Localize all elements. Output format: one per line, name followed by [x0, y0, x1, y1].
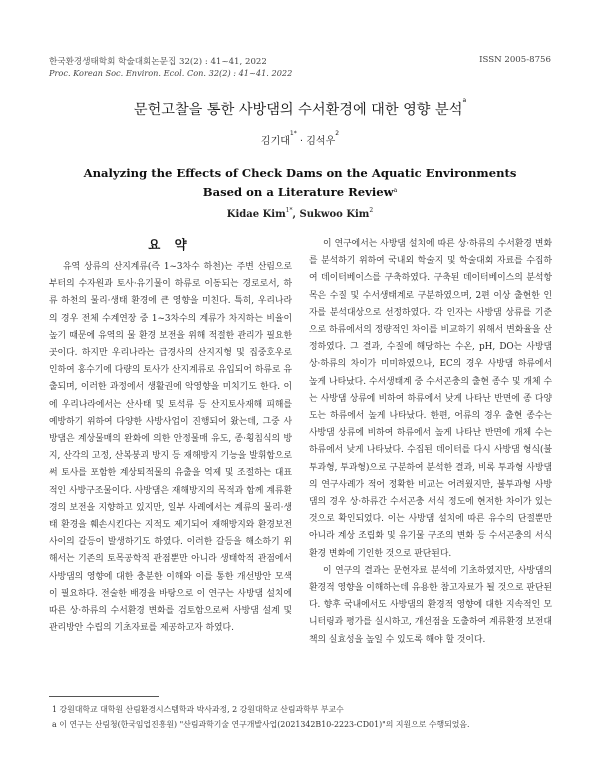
title-english-line-2-wrap: [0, 183, 600, 202]
abstract-paragraph-3: 이 연구의 결과는 문헌자료 분석에 기초하였지만, 사방댐의 환경적 영향을 이해하는데 유용한 참고자료가 될 것으로 판단된다. 향후 국내에서도 사방댐의 환경적 영향에 대한 지속적인 모니터링과 평가를 실시하고, 개선점을 도출하여 계류환경 보전대책의 실효성을 높일 수 있도록 해야 할 것이다.: [309, 565, 552, 645]
title-korean-footnote-mark: a: [462, 97, 467, 104]
journal-header-korean: 한국환경생태학회 학술대회논문집 32(2) : 41~41, 2022: [49, 57, 267, 67]
abstract-paragraph-2: 이 연구에서는 사방댐 설치에 따른 상·하류의 수서환경 변화를 분석하기 위하여 국내외 학술지 및 학술대회 자료를 수집하여 데이터베이스를 구축하였다. 구축된 데이터베이스의 분석항목은 수질 및 수서생태계로 구분하였으며, 2편 이상 출현한 인자를 분석대상으로 선정하였다. 각 인자는 사방댐 상류를 기준으로 하류에서의 정량적인 차이를 비교하기 위해서 변화율을 산정하였다. 그 결과, 수질에 해당하는 수온, pH, DO는 사방댐 상·하류의 차이가 미미하였으나, EC의 경우 사방댐 하류에서 높게 나타났다. 수서생태계 중 수서곤충의 출현 종수 및 개체 수는 사방댐 상류에 비하여 하류에서 낮게 나타난 반면에 종 다양도는 하류에서 높게 나타났다. 한편, 어류의 경우 출현 종수는 사방댐 상류에 비하여 하류에서 높게 나타난 반면에 개체 수는 하류에서 낮게 나타났다. 수집된 데이터를 다시 사방댐 형식(불투과형, 투과형)으로 구분하여 분석한 결과, 비록 투과형 사방댐의 연구사례가 적어 정확한 비교는 어려웠지만, 불투과형 사방댐의 경우 상·하류간 수서곤충 서식 정도에 현저한 차이가 있는 것으로 확인되었다. 이는 사방댐 설치에 따른 유수의 단절뿐만 아니라 계상 조립화 및 유기물 구조의 변화 등 수서곤충의 서식환경 변화에 기인한 것으로 판단된다.: [309, 239, 552, 559]
title-korean-text: 문헌고찰을 통한 사방댐의 수서환경에 대한 영향 분석: [133, 102, 463, 118]
paper-title-english: [0, 164, 600, 202]
author-2-korean: 김석우: [306, 136, 336, 147]
authors-korean: [0, 132, 600, 147]
footnote-affiliations: 1 강원대학교 대학원 산림환경시스템학과 박사과정, 2 강원대학교 산림과학부 부교수: [52, 705, 344, 714]
title-english-line-2: Based on a Literature Review: [202, 185, 394, 199]
footnote-divider: [49, 696, 159, 697]
abstract-paragraph-1: 유역 상류의 산지계류(즉 1~3차수 하천)는 주변 산림으로부터의 수자원과 토사·유기물이 하류로 이동되는 경로로서, 하류 하천의 물리·생태 환경에 큰 영향을 미친다. 특히, 우리나라의 경우 전체 수계연장 중 1~3차수의 계류가 차지하는 비율이 높기 때문에 유역의 물 환경 보전을 위해 적절한 관리가 필요한 곳이다. 하지만 우리나라는 급경사의 산지지형 및 집중호우로 인하여 홍수기에 다량의 토사가 산지계류로 유입되어 하류로 유출되며, 이러한 과정에서 생활권에 악영향을 미치기도 한다. 이에 우리나라에서는 산사태 및 토석류 등 산지토사재해 피해를 예방하기 위하여 다양한 사방사업이 진행되어 왔는데, 그중 사방댐은 계상물매의 완화에 의한 안정물매 유도, 종·횡침식의 방지, 산각의 고정, 산복붕괴 방지 등 재해방지 기능을 발휘함으로써 토사를 포함한 계상퇴적물의 유출을 억제 및 조절하는 대표적인 사방구조물이다. 사방댐은 재해방지의 목적과 함께 계류환경의 보전을 지향하고 있지만, 일부 사례에서는 계류의 물리·생태 환경을 훼손시킨다는 지적도 제기되어 재해방지와 환경보전 사이의 갈등이 발생하기도 하였다. 이러한 갈등을 해소하기 위해서는 기존의 토목공학적 관점뿐만 아니라 생태학적 관점에서 사방댐의 영향에 대한 충분한 이해와 이를 통한 개선방안 모색이 필요하다. 전술한 배경을 바탕으로 이 연구는 사방댐 설치에 따른 상·하류의 수서환경 변화를 검토함으로써 사방댐 설계 및 관리방안 수립의 기초자료를 제공하고자 하였다.: [49, 262, 292, 634]
author-2-english-mark: 2: [369, 207, 374, 214]
author-2-english: Sukwoo Kim: [299, 209, 370, 220]
title-english-line-1: Analyzing the Effects of Check Dams on the Aquatic Environments: [83, 166, 517, 180]
author-1-korean-mark: 1*: [289, 130, 297, 137]
author-separator-korean: ·: [296, 136, 307, 147]
title-english-footnote-mark: a: [393, 187, 398, 194]
issn-label: ISSN 2005-8756: [479, 55, 551, 65]
journal-header-english: Proc. Korean Soc. Environ. Ecol. Con. 32(2) : 41~41. 2022: [49, 68, 293, 78]
author-1-korean: 김기대: [260, 136, 290, 147]
author-1-english-mark: 1*: [285, 207, 293, 214]
abstract-left-column: [49, 259, 292, 637]
author-separator-english: ,: [292, 209, 300, 220]
footnote-funding: a 이 연구는 산림청(한국임업진흥원) "산림과학기술 연구개발사업(2021342B10-2223-CD01)"의 지원으로 수행되었음.: [52, 720, 470, 729]
author-1-english: Kidae Kim: [226, 209, 286, 220]
abstract-right-column: [309, 236, 552, 649]
author-2-korean-mark: 2: [335, 130, 340, 137]
authors-english: [0, 209, 600, 220]
abstract-heading: 요 약: [148, 237, 192, 252]
paper-title-korean: [0, 99, 600, 119]
